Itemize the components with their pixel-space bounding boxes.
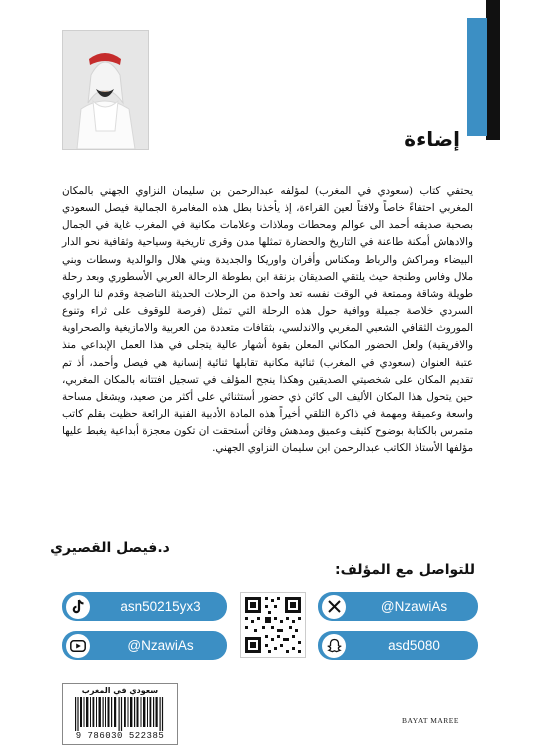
- section-heading: إضاءة: [404, 127, 460, 151]
- tiktok-handle[interactable]: [62, 592, 227, 621]
- decorative-blue-bar: [467, 18, 487, 136]
- x-label: @NzawiAs: [380, 599, 448, 614]
- barcode-title: سعودي في المغرب: [81, 686, 159, 695]
- author-photo: [62, 30, 149, 150]
- qr-code[interactable]: [240, 592, 306, 658]
- x-icon: [322, 595, 346, 619]
- barcode-bars: [75, 697, 165, 731]
- snapchat-handle[interactable]: [318, 631, 478, 660]
- foreword-paragraph: يحتفي كتاب (سعودي في المغرب) لمؤلفه عبدالرحمن بن سليمان النزاوي الجهني بالمكان المغربي احتفاءً خاصاً ولافتاً لعين القراءة، إذ يأخذنا بطل هذه المغامرة الجمالية فيصل السعودي بصحبة صديقه أحمد الى عوالم ومحطات وملاذات وعلامات مكانية في المغرب غاية في الجمال والادهاش أمكنة طاعنة في التاريخ والحضارة تمثلها مدن وقرى تاريخية وسياحية وثقافية نحو الدار البيضاء ومراكش والرباط ومكناس وأفران واوريكا والجديدة وبني هلال والوالدية وسطات وبني ملال وفاس وطنجة حيث يلتقي الصديقان بزنقة ابن بطوطة الرحالة العربي الأسطوري وبعد رحلة طويلة وشاقة وممتعة في الوقت نفسه تعد واحدة من الرحلات الحديثة الناضجة وقدم لنا الراوي السردي خلاصة جميلة ووافية حول هذه الرحلة التي تمثل (فرصة للوقوف على ثراء وتنوع الموروث الثقافي الشعبي المغربي والاندلسي، بثقافات متعددة من العربية والامازيغية والصحراوية والافريقية) ولعل الحضور المكاني المعلن بقوة أشهار عالية يتجلى في هذا العمل الإبداعي منذ عتبة العنوان (سعودي في المغرب) ثنائية مكانية تقابلها ثنائية إنسانية هي فيصل وأحمد، أذ تم تقديم المكان على شخصيتي الصديقين وهكذا ينجح المؤلف في تسجيل افتتانه بالمكان المغربي، حين يتحول هذا المكان الأليف الى كائن ذي حضور أستثنائي على أكثر من صعيد، ويشغل مساحة واسعة وعميقة ومهمة في ذاكرة التلقي أخيراً هذه المادة الأدبية الفنية الرائعة حظيت بقلم كاتب متمرس بالكتابة بوضوح كثيف وعميق ومدهش وفاتن أستحقت ان تكون معجزة أبداعية يغبط عليها مؤلفها الأستاذ الكاتب عبدالرحمن ابن سليمان النزاوي الجهني.: [62, 185, 473, 455]
- youtube-label: @NzawiAs: [127, 638, 194, 653]
- snapchat-icon: [322, 634, 346, 658]
- x-handle[interactable]: [318, 592, 478, 621]
- youtube-handle[interactable]: [62, 631, 227, 660]
- contact-title: للتواصل مع المؤلف:: [334, 562, 475, 578]
- publisher-name: BAYAT MAREE: [402, 716, 459, 725]
- tiktok-icon: [66, 595, 90, 619]
- snapchat-label: asd5080: [388, 638, 440, 653]
- isbn-number: 9 786030 522385: [75, 731, 165, 741]
- decorative-black-bar: [486, 0, 500, 140]
- youtube-icon: [66, 634, 90, 658]
- foreword-text: [62, 183, 473, 458]
- signature: د.فيصل القصيري: [50, 540, 170, 556]
- isbn-barcode: [62, 683, 178, 745]
- tiktok-label: asn50215yx3: [120, 599, 201, 614]
